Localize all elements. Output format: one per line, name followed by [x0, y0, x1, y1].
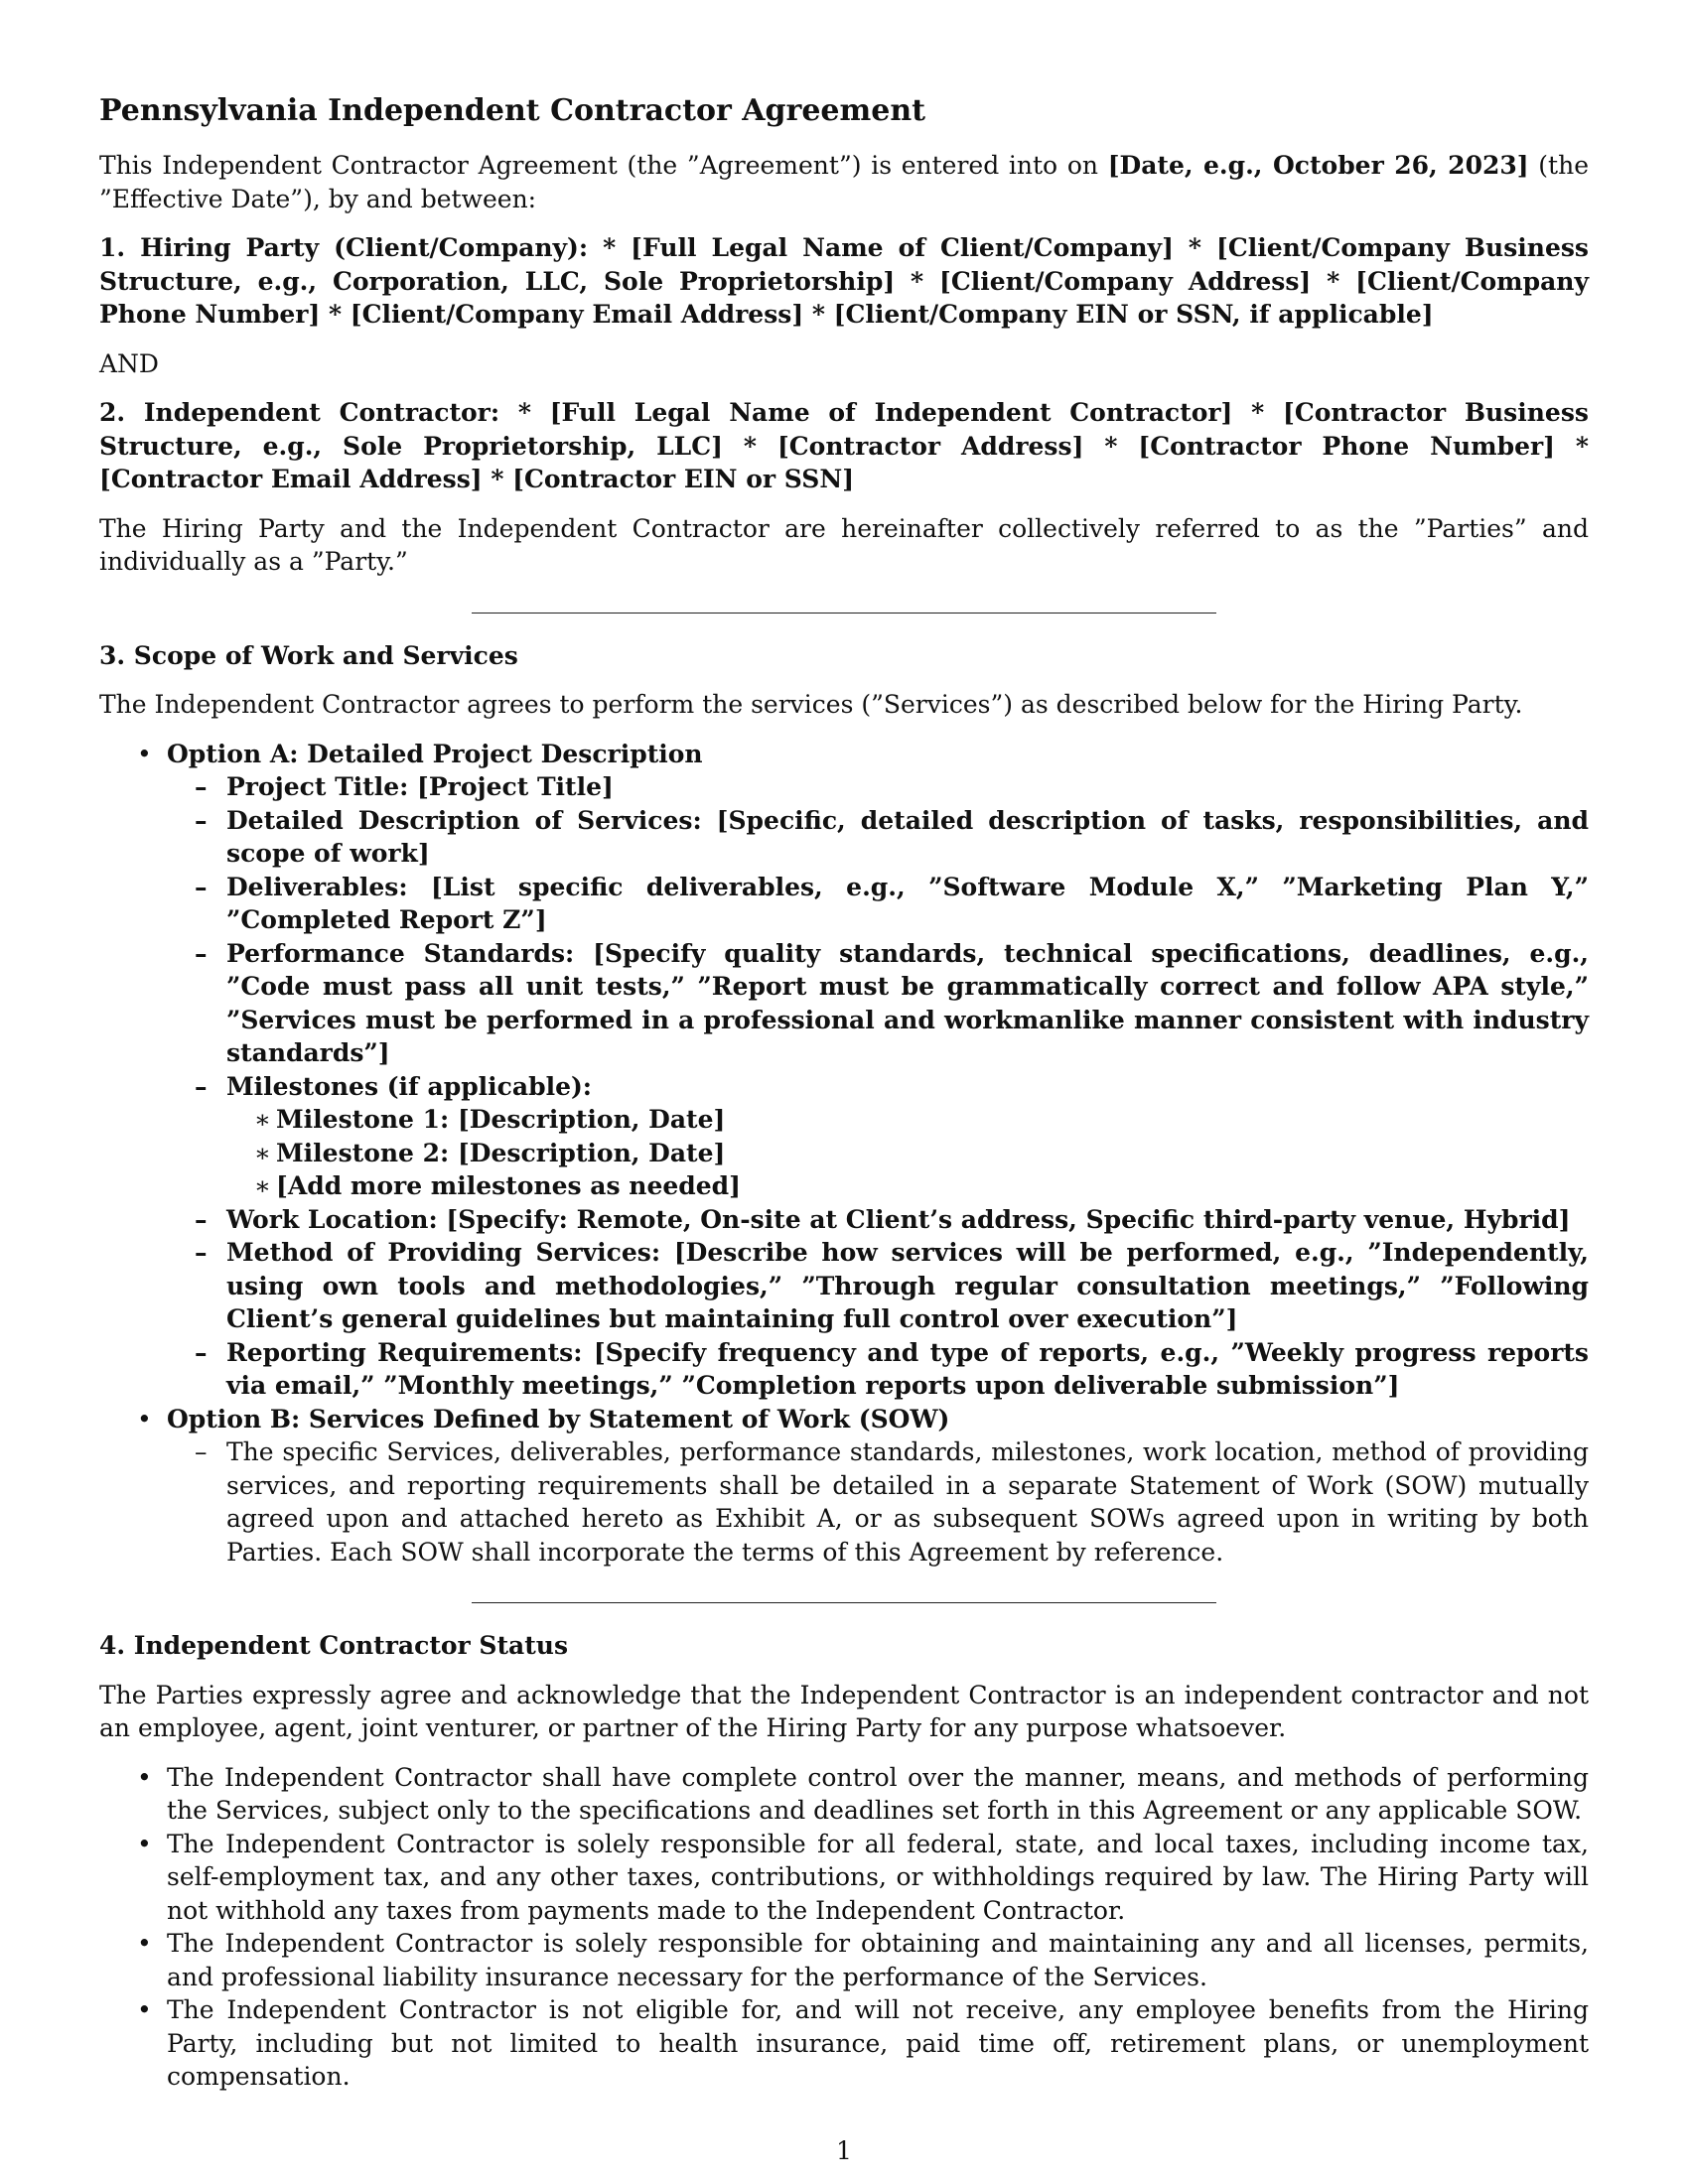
section-4-title: 4. Independent Contractor Status	[99, 1631, 569, 1660]
milestone-text: [Add more milestones as needed]	[276, 1171, 741, 1200]
contractor-fields: * [Full Legal Name of Independent Contractor] * [Contractor Business Structure, e.g., Sole Proprietorship, LLC] * [Contractor Address] * [Contractor Phone Number] * [Contractor Email Address] * [Contractor EIN or SSN]	[99, 398, 1589, 493]
bullet-icon: •	[137, 1929, 152, 1958]
section-divider	[472, 1602, 1216, 1603]
contractor-label: 2. Independent Contractor:	[99, 398, 500, 427]
list-item-text: The Independent Contractor shall have complete control over the manner, means, and methods of performing the Services, subject only to the specifications and deadlines set forth in this Agreement or any applicable SOW.	[167, 1762, 1589, 1825]
intro-pre: This Independent Contractor Agreement (the ”Agreement”) is entered into on	[99, 151, 1108, 180]
and-separator: AND	[99, 348, 159, 378]
milestone-text: Milestone 1: [Description, Date]	[276, 1105, 726, 1134]
hiring-party-fields: * [Full Legal Name of Client/Company] * [Client/Company Business Structure, e.g., Corporation, LLC, Sole Proprietorship] * [Client/Company Address] * [Client/Company Phone Number] * [Client/Company Email Address] * [Client/Company EIN or SSN, if applicable]	[99, 233, 1590, 329]
milestones-list	[226, 1103, 1589, 1203]
list-item-text: Performance Standards: [Specify quality standards, technical specifications, deadlines, e.g., ”Code must pass all unit tests,” ”Report must be grammatically correct and follow APA style,” ”Services must be performed in a professional and workmanlike manner consistent with industry standards”]	[226, 938, 1589, 1067]
list-item	[99, 1993, 1589, 2094]
section-3-title: 3. Scope of Work and Services	[99, 640, 518, 670]
list-item	[167, 770, 1589, 804]
asterisk-icon: ∗	[254, 1171, 271, 1200]
hiring-party-block	[99, 231, 1589, 332]
page-number: 1	[836, 2136, 852, 2165]
option-a-item	[99, 738, 1589, 1403]
asterisk-icon: ∗	[254, 1138, 271, 1167]
list-item	[167, 1203, 1589, 1237]
milestone-text: Milestone 2: [Description, Date]	[276, 1138, 726, 1167]
option-b-sublist	[167, 1435, 1589, 1569]
contractor-block	[99, 396, 1589, 496]
milestone-item	[226, 1103, 1589, 1137]
bullet-icon: •	[137, 1829, 152, 1858]
list-item-text: Milestones (if applicable):	[226, 1071, 593, 1101]
milestone-item	[226, 1169, 1589, 1203]
list-item	[167, 1336, 1589, 1403]
section-4-intro: The Parties expressly agree and acknowledge that the Independent Contractor is an independent contractor and not an employee, agent, joint venturer, or partner of the Hiring Party for any purpose whatsoever.	[99, 1680, 1589, 1742]
list-item-text: Deliverables: [List specific deliverables, e.g., ”Software Module X,” ”Marketing Plan Y,” ”Completed Report Z”]	[226, 872, 1589, 934]
hiring-party-label: 1. Hiring Party (Client/Company):	[99, 233, 589, 262]
intro-paragraph	[99, 149, 1589, 215]
dash-icon: –	[195, 772, 208, 801]
document-title: Pennsylvania Independent Contractor Agreement	[99, 93, 926, 128]
dash-icon: –	[195, 805, 208, 835]
option-b-item	[99, 1403, 1589, 1570]
list-item-text: The specific Services, deliverables, performance standards, milestones, work location, method of providing services, and reporting requirements shall be detailed in a separate Statement of Work (SOW) mutually agreed upon and attached hereto as Exhibit A, or as subsequent SOWs agreed upon in writing by both Parties. Each SOW shall incorporate the terms of this Agreement by reference.	[226, 1437, 1589, 1567]
list-item-text: Project Title: [Project Title]	[226, 772, 614, 801]
dash-icon: –	[195, 1204, 208, 1234]
list-item	[167, 804, 1589, 871]
option-b-label: Option B: Services Defined by Statement of Work (SOW)	[167, 1404, 950, 1433]
section-4-bullets	[99, 1761, 1589, 2094]
list-item	[167, 1236, 1589, 1336]
bullet-icon: •	[137, 739, 152, 768]
effective-date-placeholder: [Date, e.g., October 26, 2023]	[1107, 151, 1529, 180]
parties-definition: The Hiring Party and the Independent Contractor are hereinafter collectively referred to as the ”Parties” and individually as a ”Party.”	[99, 513, 1589, 576]
bullet-icon: •	[137, 1762, 152, 1792]
list-item	[167, 937, 1589, 1070]
list-item-text: Reporting Requirements: [Specify frequency and type of reports, e.g., ”Weekly progress reports via email,” ”Monthly meetings,” ”Completion reports upon deliverable submission”]	[226, 1337, 1589, 1400]
list-item	[167, 1435, 1589, 1569]
intro-post: (the ”Effective Date”), by and between:	[99, 151, 1589, 213]
bullet-icon: •	[137, 1995, 152, 2024]
list-item-text: The Independent Contractor is not eligible for, and will not receive, any employee benefits from the Hiring Party, including but not limited to health insurance, paid time off, retirement plans, or unemployment compensation.	[167, 1995, 1589, 2091]
dash-icon: –	[195, 1437, 208, 1466]
list-item	[99, 1761, 1589, 1828]
scope-options-list	[99, 738, 1589, 1570]
list-item-text: The Independent Contractor is solely responsible for obtaining and maintaining any and all licenses, permits, and professional liability insurance necessary for the performance of the Services.	[167, 1929, 1589, 1991]
list-item	[167, 1070, 1589, 1203]
document-page	[99, 91, 1589, 2094]
asterisk-icon: ∗	[254, 1105, 271, 1134]
dash-icon: –	[195, 872, 208, 901]
section-divider	[472, 613, 1216, 614]
dash-icon: –	[195, 1238, 208, 1267]
list-item	[99, 1828, 1589, 1928]
list-item	[99, 1927, 1589, 1993]
milestone-item	[226, 1137, 1589, 1170]
dash-icon: –	[195, 1071, 208, 1101]
option-a-label: Option A: Detailed Project Description	[167, 739, 703, 768]
list-item-text: Method of Providing Services: [Describe how services will be performed, e.g., ”Independently, using own tools and methodologies,” ”Through regular consultation meetings,” ”Following Client’s general guidelines but maintaining full control over execution”]	[226, 1238, 1589, 1333]
section-3-intro: The Independent Contractor agrees to perform the services (”Services”) as described below for the Hiring Party.	[99, 690, 1523, 719]
list-item-text: The Independent Contractor is solely responsible for all federal, state, and local taxes, including income tax, self-employment tax, and any other taxes, contributions, or withholdings required by law. The Hiring Party will not withhold any taxes from payments made to the Independent Contractor.	[167, 1829, 1589, 1925]
dash-icon: –	[195, 1337, 208, 1367]
list-item	[167, 871, 1589, 937]
list-item-text: Work Location: [Specify: Remote, On-site at Client’s address, Specific third-party venue, Hybrid]	[226, 1204, 1571, 1234]
bullet-icon: •	[137, 1404, 152, 1433]
dash-icon: –	[195, 938, 208, 968]
option-a-sublist	[167, 770, 1589, 1403]
list-item-text: Detailed Description of Services: [Specific, detailed description of tasks, responsibilities, and scope of work]	[226, 805, 1589, 868]
